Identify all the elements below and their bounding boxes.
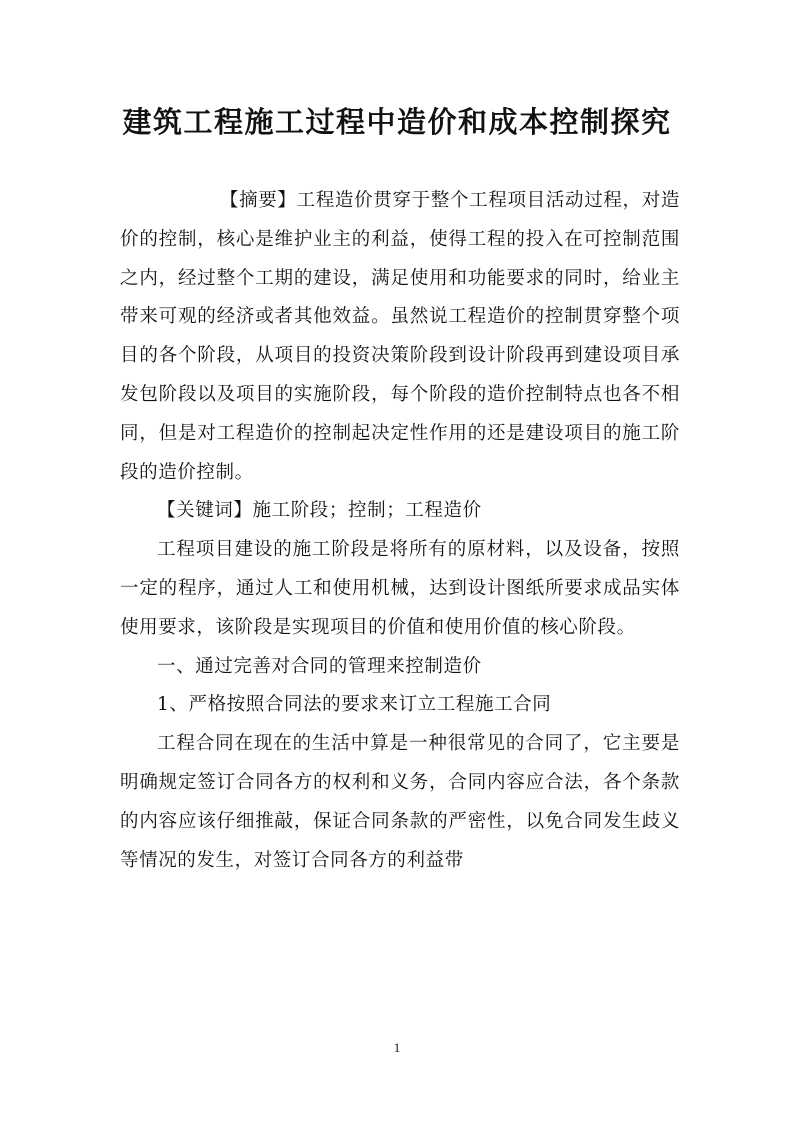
document-body — [120, 182, 680, 880]
body-paragraph: 工程合同在现在的生活中算是一种很常见的合同了，它主要是明确规定签订合同各方的权利和义务，合同内容应合法，各个条款的内容应该仔细推敲，保证合同条款的严密性，以免合同发生歧义等情况的发生，对签订合同各方的利益带 — [120, 733, 680, 871]
page-number: 1 — [393, 1040, 401, 1055]
document-title: 建筑工程施工过程中造价和成本控制探究 — [122, 105, 672, 139]
section-heading: 一、通过完善对合同的管理来控制造价 — [157, 655, 482, 677]
subsection-heading: 1、严格按照合同法的要求来订立工程施工合同 — [157, 694, 552, 716]
keywords-paragraph: 【关键词】施工阶段；控制；工程造价 — [157, 500, 482, 522]
abstract-paragraph: 【摘要】工程造价贯穿于整个工程项目活动过程，对造价的控制，核心是维护业主的利益，使得工程的投入在可控制范围之内，经过整个工期的建设，满足使用和功能要求的同时，给业主带来可观的经济或者其他效益。虽然说工程造价的控制贯穿整个项目的各个阶段，从项目的投资决策阶段到设计阶段再到建设项目承发包阶段以及项目的实施阶段，每个阶段的造价控制特点也各不相同，但是对工程造价的控制起决定性作用的还是建设项目的施工阶段的造价控制。 — [120, 190, 680, 483]
body-paragraph: 工程项目建设的施工阶段是将所有的原材料，以及设备，按照一定的程序，通过人工和使用机械，达到设计图纸所要求成品实体使用要求，该阶段是实现项目的价值和使用价值的核心阶段。 — [120, 539, 680, 638]
